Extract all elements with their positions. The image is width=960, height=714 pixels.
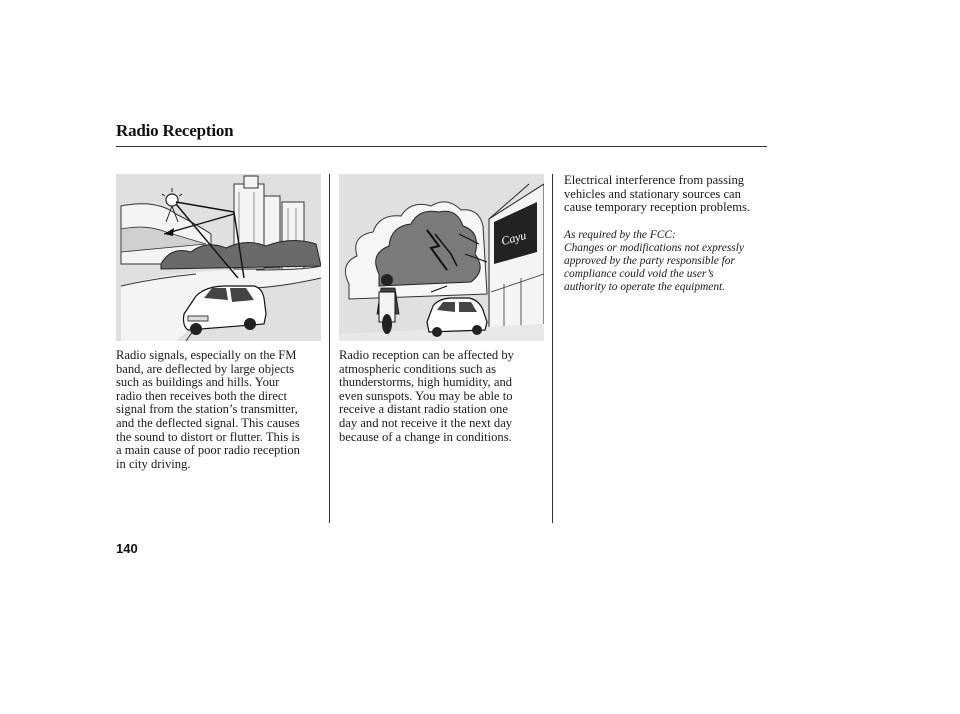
column-divider-left xyxy=(329,174,330,523)
svg-text:Cayu: Cayu xyxy=(499,228,528,249)
fcc-notice: As required by the FCC: Changes or modifications not expressly approved by the party responsible for compliance could void the user’s authority to operate the equipment. xyxy=(564,229,744,293)
column-divider-right xyxy=(552,174,553,523)
paragraph-atmospheric-conditions: Radio reception can be affected by atmospheric conditions such as thunderstorms, high humidity, and even sunspots. You may be able to receive a distant radio station one day and not receive it the next day because of a change in conditions. xyxy=(339,348,514,444)
illustration-signal-deflection xyxy=(116,174,321,341)
illustration-atmospheric-conditions xyxy=(339,174,544,341)
section-heading: Radio Reception xyxy=(116,121,234,140)
page-number: 140 xyxy=(116,541,138,556)
paragraph-electrical-interference: Electrical interference from passing vehicles and stationary sources can cause temporary reception problems. xyxy=(564,173,751,215)
heading-rule xyxy=(116,146,767,147)
paragraph-signal-deflection: Radio signals, especially on the FM band, are deflected by large objects such as buildings and hills. Your radio then receives both the direct signal from the station’s transmitter, and the deflected signal. This causes the sound to distort or flutter. This is a main cause of poor radio reception in city driving. xyxy=(116,348,300,471)
